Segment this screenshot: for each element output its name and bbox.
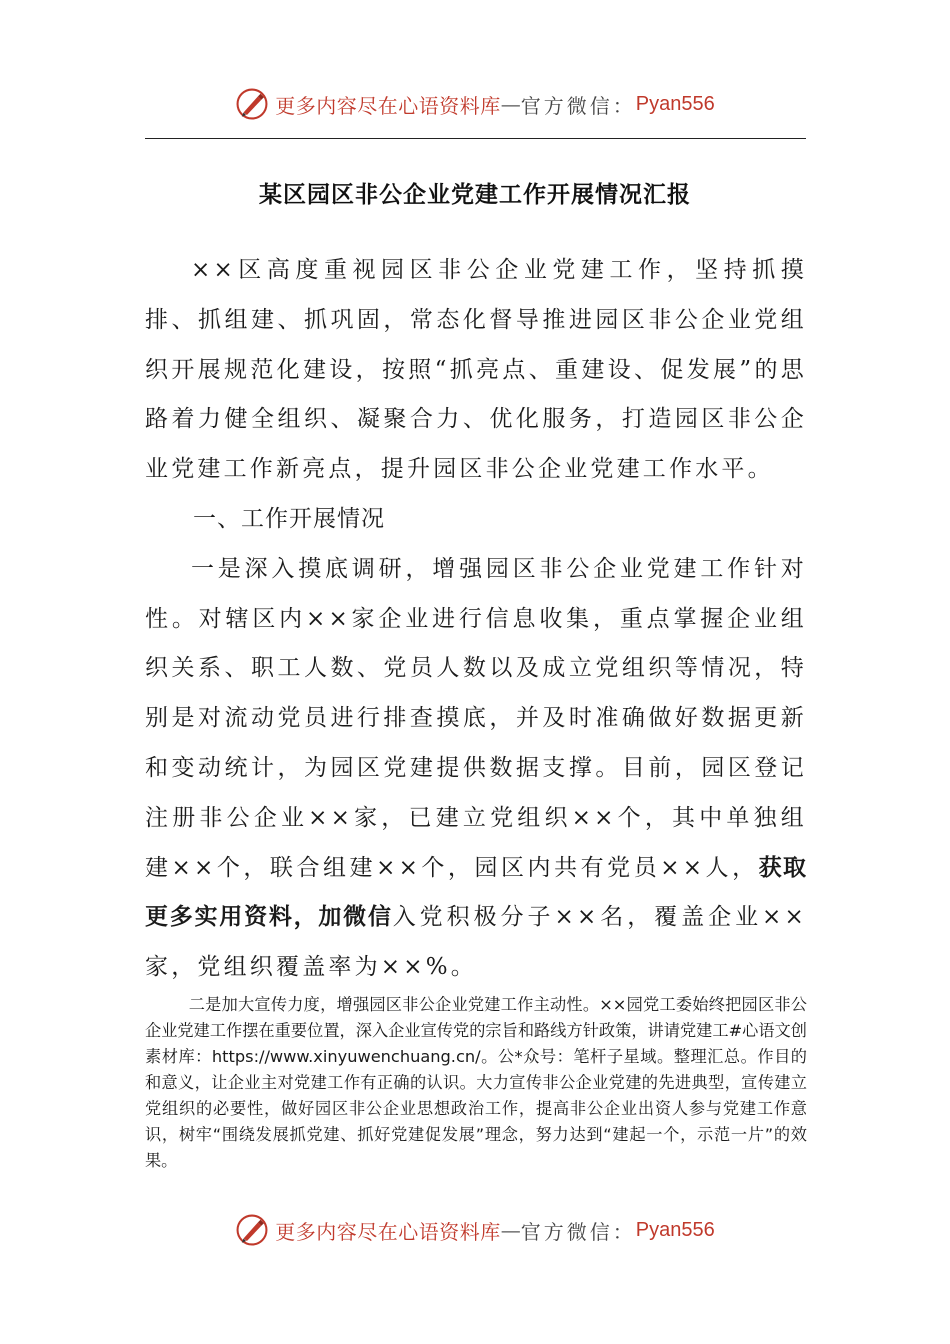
paragraph-1-emphasis: 获取更多实用资料，加微信 — [145, 854, 807, 931]
watermark-wechat-id: Pyan556 — [635, 1218, 715, 1241]
intro-paragraph: ××区高度重视园区非公企业党建工作，坚持抓摸排、抓组建、抓巩固，常态化督导推进园区非公企业党组织开展规范化建设，按照“抓亮点、重建设、促发展”的思路着力健全组织、凝聚合力、优化服务，打造园区非公企业党建工作新亮点，提升园区非公企业党建工作水平。 — [145, 257, 807, 483]
paragraph-1-text-b: 入党积极分子××名，覆盖企业××家，党组织覆盖率为××%。 — [145, 904, 807, 981]
pen-logo-icon — [235, 1213, 269, 1247]
watermark-text: 更多内容尽在心语资料库 — [275, 93, 501, 118]
watermark-banner-top — [0, 84, 950, 124]
watermark-wechat-id: Pyan556 — [635, 92, 715, 115]
paragraph-2: 二是加大宣传力度，增强园区非公企业党建工作主动性。××园党工委始终把园区非公企业党建工作摆在重要位置，深入企业宣传党的宗旨和路线方针政策，讲请党建工#心语文创素材库：https://www.xinyuwenchuang.cn/。公*众号：笔杆子星域。整理汇总。作目的和意义，让企业主对党建工作有正确的认识。大力宣传非公企业党建的先进典型，宣传建立党组织的必要性，做好园区非公企业思想政治工作，提高非公企业出资人参与党建工作意识，树牢“围绕发展抓党建、抓好党建促发展”理念，努力达到“建起一个，示范一片”的效果。 — [145, 995, 807, 1170]
document-body — [145, 246, 807, 993]
watermark-text: 更多内容尽在心语资料库 — [275, 1219, 501, 1244]
paragraph-1 — [145, 545, 807, 993]
paragraph-1-text-a: 一是深入摸底调研，增强园区非公企业党建工作针对性。对辖区内××家企业进行信息收集，重点掌握企业组织关系、职工人数、党员人数以及成立党组织等情况，特别是对流动党员进行排查摸底，并及时准确做好数据更新和变动统计，为园区党建提供数据支撑。目前，园区登记注册非公企业××家，已建立党组织××个，其中单独组建××个，联合组建××个，园区内共有党员××人， — [145, 555, 807, 881]
watermark-wechat-label: 官方微信： — [520, 93, 636, 118]
watermark-banner-bottom — [0, 1210, 950, 1250]
watermark-wechat-label: 官方微信： — [520, 1219, 636, 1244]
watermark-separator: — — [500, 92, 521, 116]
watermark-separator: — — [500, 1218, 521, 1242]
pen-logo-icon — [235, 87, 269, 121]
section-heading: 一、工作开展情况 — [193, 505, 385, 532]
header-rule — [145, 138, 806, 139]
document-title: 某区园区非公企业党建工作开展情况汇报 — [259, 181, 691, 208]
